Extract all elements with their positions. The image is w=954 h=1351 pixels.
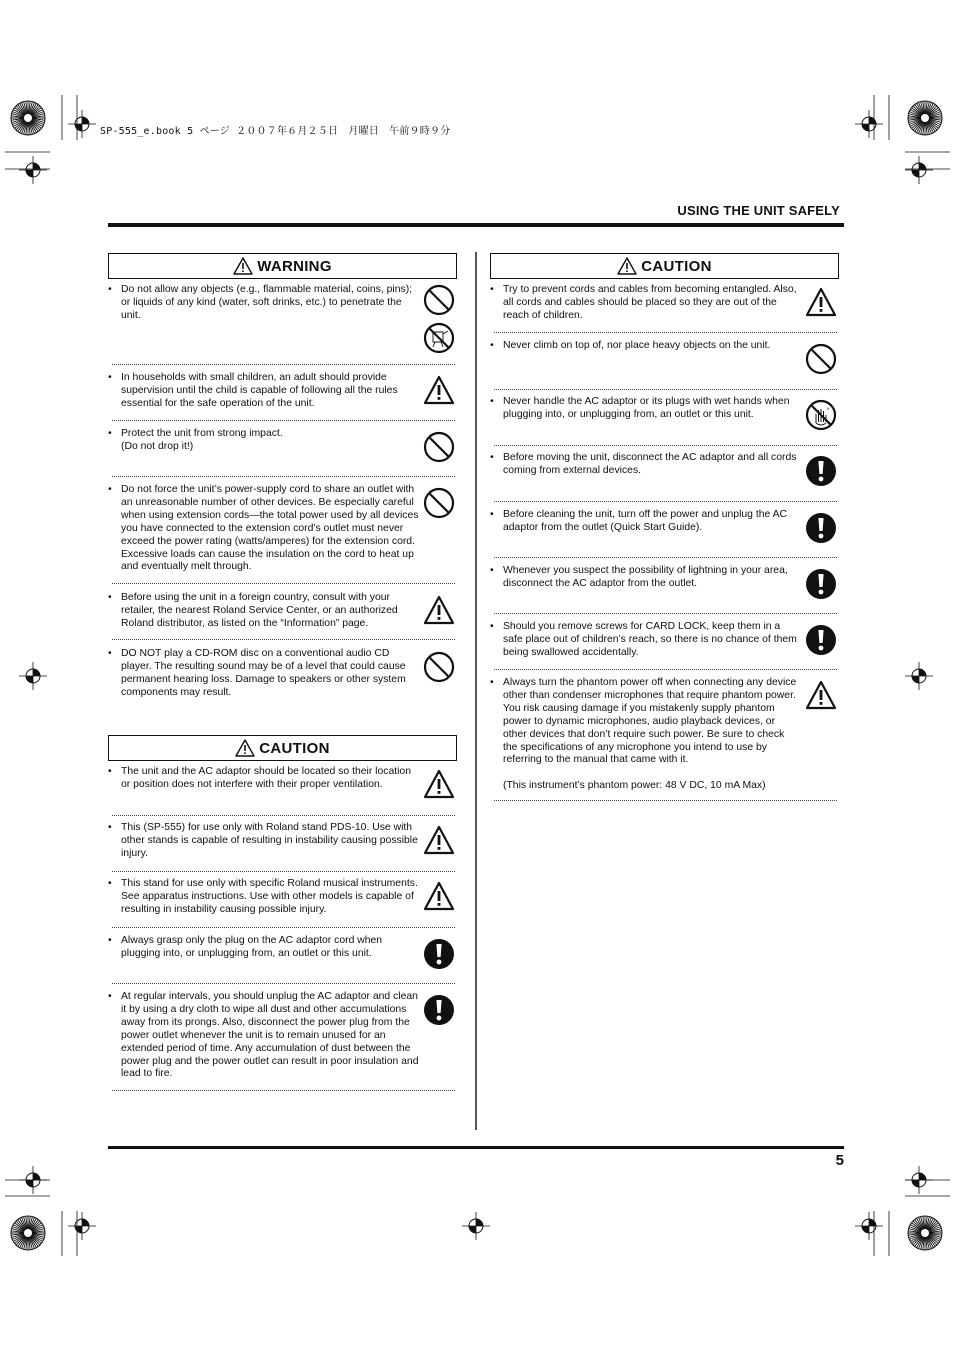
bullet-glyph: • xyxy=(490,396,494,407)
registration-starburst-icon xyxy=(10,100,46,141)
bullet-glyph: • xyxy=(490,284,494,295)
safety-item-text: Before cleaning the unit, turn off the power and unplug the AC adaptor from the outlet (Quick Start Guide). xyxy=(503,509,788,533)
bullet-glyph: • xyxy=(108,822,112,833)
caution-heading-label-right: CAUTION xyxy=(641,257,712,275)
safety-item-text: Whenever you suspect the possibility of lightning in your area, disconnect the AC adaptor from the outlet. xyxy=(503,565,788,589)
safety-item-text: At regular intervals, you should unplug the AC adaptor and clean it by using a dry cloth to wipe all dust and other accumulations away from its prongs. Also, disconnect the power plug from the power outlet whenever the unit is to remain unused for an extended period of time. Any accumulation of dust between the power plug and the power outlet can result in poor insulation and lead to fire. xyxy=(121,991,419,1080)
bullet-glyph: • xyxy=(490,621,494,632)
safety-item-text: DO NOT play a CD-ROM disc on a conventional audio CD player. The resulting sound may be of a level that could cause permanent hearing loss. Damage to speakers or other system components may result. xyxy=(121,648,406,698)
registration-crosshair-icon xyxy=(855,110,883,143)
page-number: 5 xyxy=(835,1152,844,1169)
safety-item-text: In households with small children, an adult should provide supervision until the child is capable of following all the rules essential for the safe operation of the unit. xyxy=(121,372,398,409)
bullet-glyph: • xyxy=(108,592,112,603)
safety-item-text: Try to prevent cords and cables from becoming entangled. Also, all cords and cables should be placed so they are out of the reach of children. xyxy=(503,284,797,321)
registration-crosshair-icon xyxy=(462,1212,490,1245)
bullet-glyph: • xyxy=(108,935,112,946)
bullet-glyph: • xyxy=(108,484,112,495)
registration-crosshair-icon xyxy=(905,156,933,189)
registration-crosshair-icon xyxy=(19,156,47,189)
registration-crosshair-icon xyxy=(905,1166,933,1199)
safety-item-text: Always turn the phantom power off when connecting any device other than condenser microphones that require phantom power. You risk causing damage if you mistakenly supply phantom power to dynamic microphones, audio playback devices, or other devices that don’t require such power. Be sure to check the specifications of any microphone you intend to use by referring to the manual that came with it. (This instrument’s phantom power: 48 V DC, 10 mA Max) xyxy=(503,677,797,792)
page-section-title: USING THE UNIT SAFELY xyxy=(677,203,840,218)
bullet-glyph: • xyxy=(108,428,112,439)
bullet-glyph: • xyxy=(490,509,494,520)
safety-item-text: This stand for use only with specific Roland musical instruments. See apparatus instructions. Use with other models is capable of resulting in instability causing possible injury. xyxy=(121,878,418,915)
bullet-glyph: • xyxy=(490,452,494,463)
safety-item-text: Always grasp only the plug on the AC adaptor cord when plugging into, or unplugging from, an outlet or this unit. xyxy=(121,935,383,959)
bullet-glyph: • xyxy=(108,991,112,1002)
registration-crosshair-icon xyxy=(68,110,96,143)
bullet-glyph: • xyxy=(490,340,494,351)
safety-item-text: Do not force the unit’s power-supply cord to share an outlet with an unreasonable number of other devices. Be especially careful when using extension cords—the total power used by all devices you have connected to the extension cord’s outlet must never exceed the power rating (watts/amperes) for the extension cord. Excessive loads can cause the insulation on the cord to heat up and eventually melt through. xyxy=(121,484,419,573)
registration-starburst-icon xyxy=(10,1215,46,1256)
bullet-glyph: • xyxy=(108,648,112,659)
safety-item-text: Do not allow any objects (e.g., flammable material, coins, pins); or liquids of any kind (water, soft drinks, etc.) to penetrate the unit. xyxy=(121,284,413,321)
safety-item-text: Never handle the AC adaptor or its plugs with wet hands when plugging into, or unplugging from, an outlet or this unit. xyxy=(503,396,790,420)
registration-crosshair-icon xyxy=(19,1166,47,1199)
registration-crosshair-icon xyxy=(19,662,47,695)
safety-item-text: Never climb on top of, nor place heavy objects on the unit. xyxy=(503,340,771,351)
registration-crosshair-icon xyxy=(855,1212,883,1245)
safety-item-text: Before using the unit in a foreign country, consult with your retailer, the nearest Roland Service Center, or an authorized Roland distributor, as listed on the “Information” page. xyxy=(121,592,398,629)
registration-crosshair-icon xyxy=(905,662,933,695)
printer-slug-line: SP-555_e.book 5 ページ ２００７年６月２５日 月曜日 午前９時９分 xyxy=(100,126,451,137)
bullet-glyph: • xyxy=(108,372,112,383)
safety-item-text: Before moving the unit, disconnect the AC adaptor and all cords coming from external devices. xyxy=(503,452,797,476)
safety-item-text: Should you remove screws for CARD LOCK, keep them in a safe place out of children’s reach, so there is no chance of them being swallowed accidentally. xyxy=(503,621,797,658)
bullet-glyph: • xyxy=(108,766,112,777)
registration-crosshair-icon xyxy=(68,1212,96,1245)
warning-heading-label: WARNING xyxy=(257,257,332,275)
bullet-glyph: • xyxy=(108,284,112,295)
registration-starburst-icon xyxy=(907,100,943,141)
registration-starburst-icon xyxy=(907,1215,943,1256)
bullet-glyph: • xyxy=(490,565,494,576)
safety-item-text: This (SP-555) for use only with Roland stand PDS-10. Use with other stands is capable of resulting in instability causing possible injury. xyxy=(121,822,418,859)
bullet-glyph: • xyxy=(108,878,112,889)
safety-item-text: The unit and the AC adaptor should be located so their location or position does not interfere with their proper ventilation. xyxy=(121,766,411,790)
safety-item-text: Protect the unit from strong impact. (Do not drop it!) xyxy=(121,428,283,452)
caution-heading-label-left: CAUTION xyxy=(259,739,330,757)
bullet-glyph: • xyxy=(490,677,494,688)
